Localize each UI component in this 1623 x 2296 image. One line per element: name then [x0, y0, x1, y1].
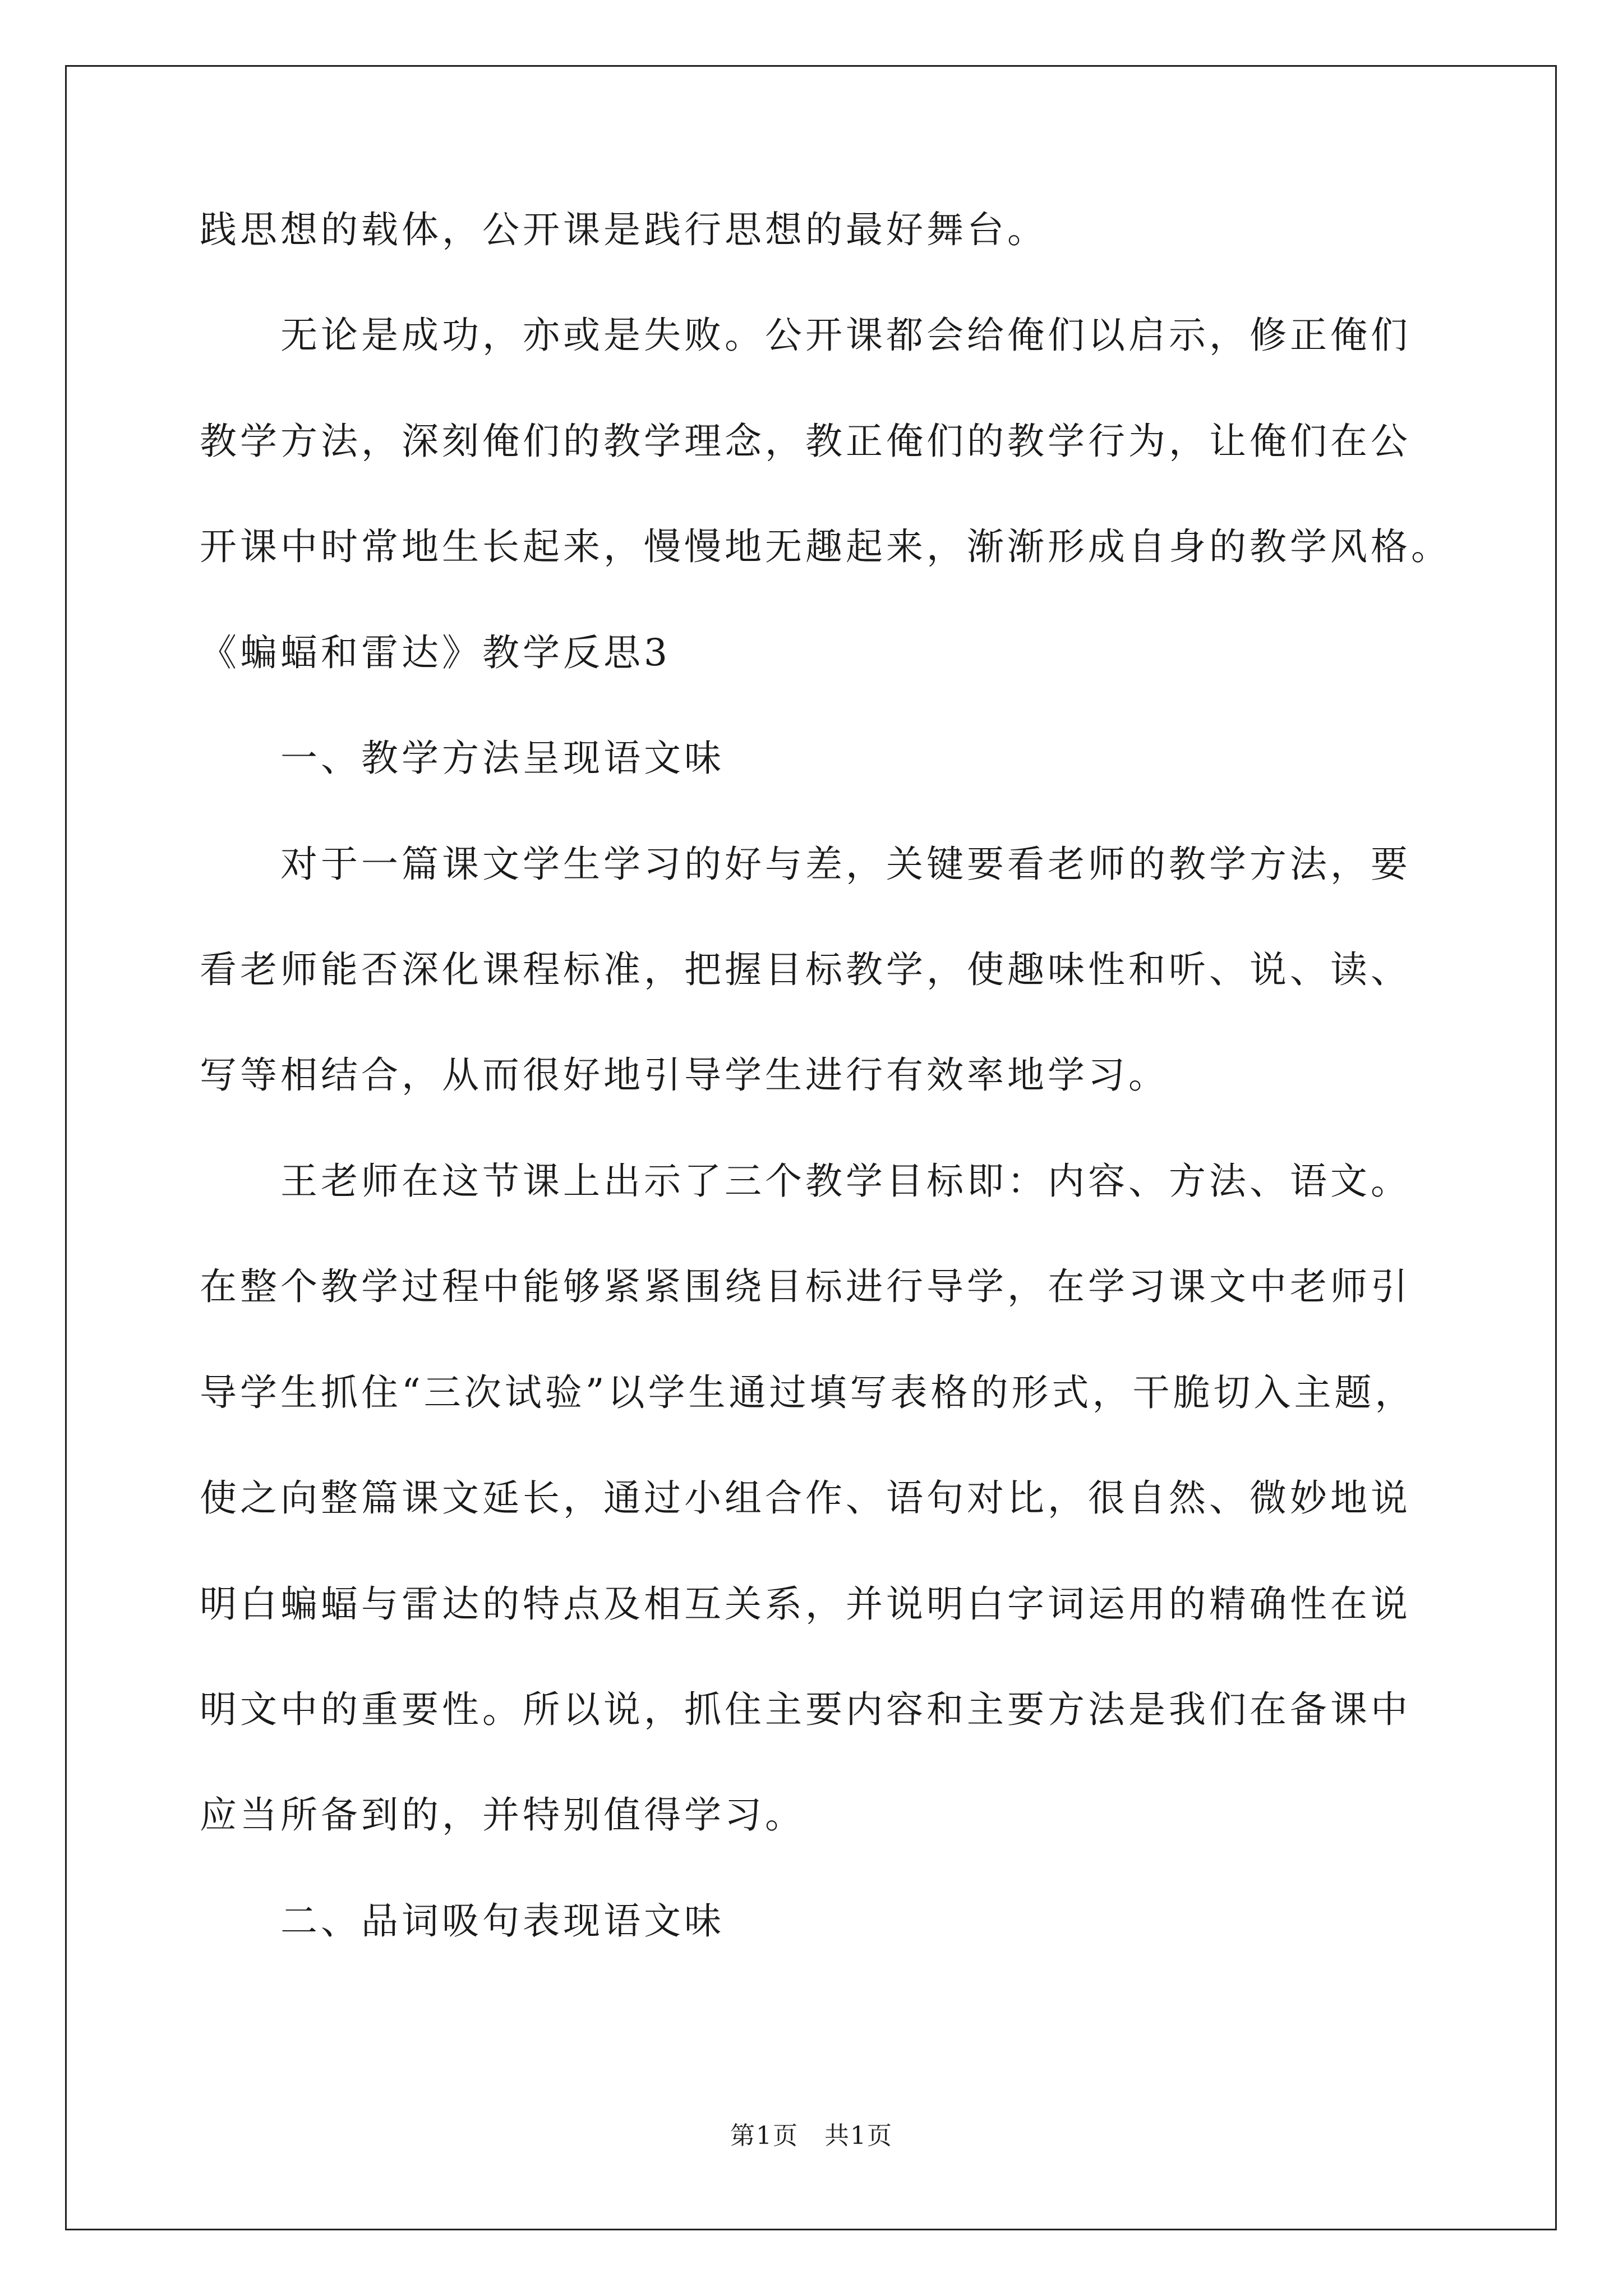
- paragraph-first-line: 对于一篇课文学生学习的好与差，关键要看老师的教学方法，要: [280, 843, 1411, 886]
- text-line: 看老师能否深化课程标准，把握目标教学，使趣味性和听、说、读、: [200, 948, 1411, 991]
- text-line: 在整个教学过程中能够紧紧围绕目标进行导学，在学习课文中老师引: [200, 1265, 1411, 1308]
- page-footer: 第1页 共1页: [730, 2122, 893, 2150]
- text-line: 明白蝙蝠与雷达的特点及相互关系，并说明白字词运用的精确性在说: [200, 1582, 1411, 1626]
- section-heading: 一、教学方法呈现语文味: [280, 737, 725, 780]
- text-line: 明文中的重要性。所以说，抓住主要内容和主要方法是我们在备课中: [200, 1688, 1411, 1731]
- text-line: 教学方法，深刻俺们的教学理念，教正俺们的教学行为，让俺们在公: [200, 420, 1411, 463]
- text-line: 应当所备到的，并特别值得学习。: [200, 1793, 805, 1837]
- text-line: 践思想的载体，公开课是践行思想的最好舞台。: [200, 208, 1048, 251]
- text-line: 使之向整篇课文延长，通过小组合作、语句对比，很自然、微妙地说: [200, 1476, 1411, 1520]
- section-title: 《蝙蝠和雷达》教学反思3: [200, 631, 671, 674]
- text-line: 写等相结合，从而很好地引导学生进行有效率地学习。: [200, 1053, 1169, 1097]
- text-line: 导学生抓住“三次试验”以学生通过填写表格的形式，干脆切入主题，: [200, 1371, 1415, 1414]
- paragraph-first-line: 无论是成功，亦或是失败。公开课都会给俺们以启示，修正俺们: [280, 314, 1411, 357]
- text-line: 开课中时常地生长起来，慢慢地无趣起来，渐渐形成自身的教学风格。: [200, 525, 1451, 568]
- section-heading: 二、品词吸句表现语文味: [280, 1899, 725, 1943]
- paragraph-first-line: 王老师在这节课上出示了三个教学目标即：内容、方法、语文。: [280, 1159, 1411, 1203]
